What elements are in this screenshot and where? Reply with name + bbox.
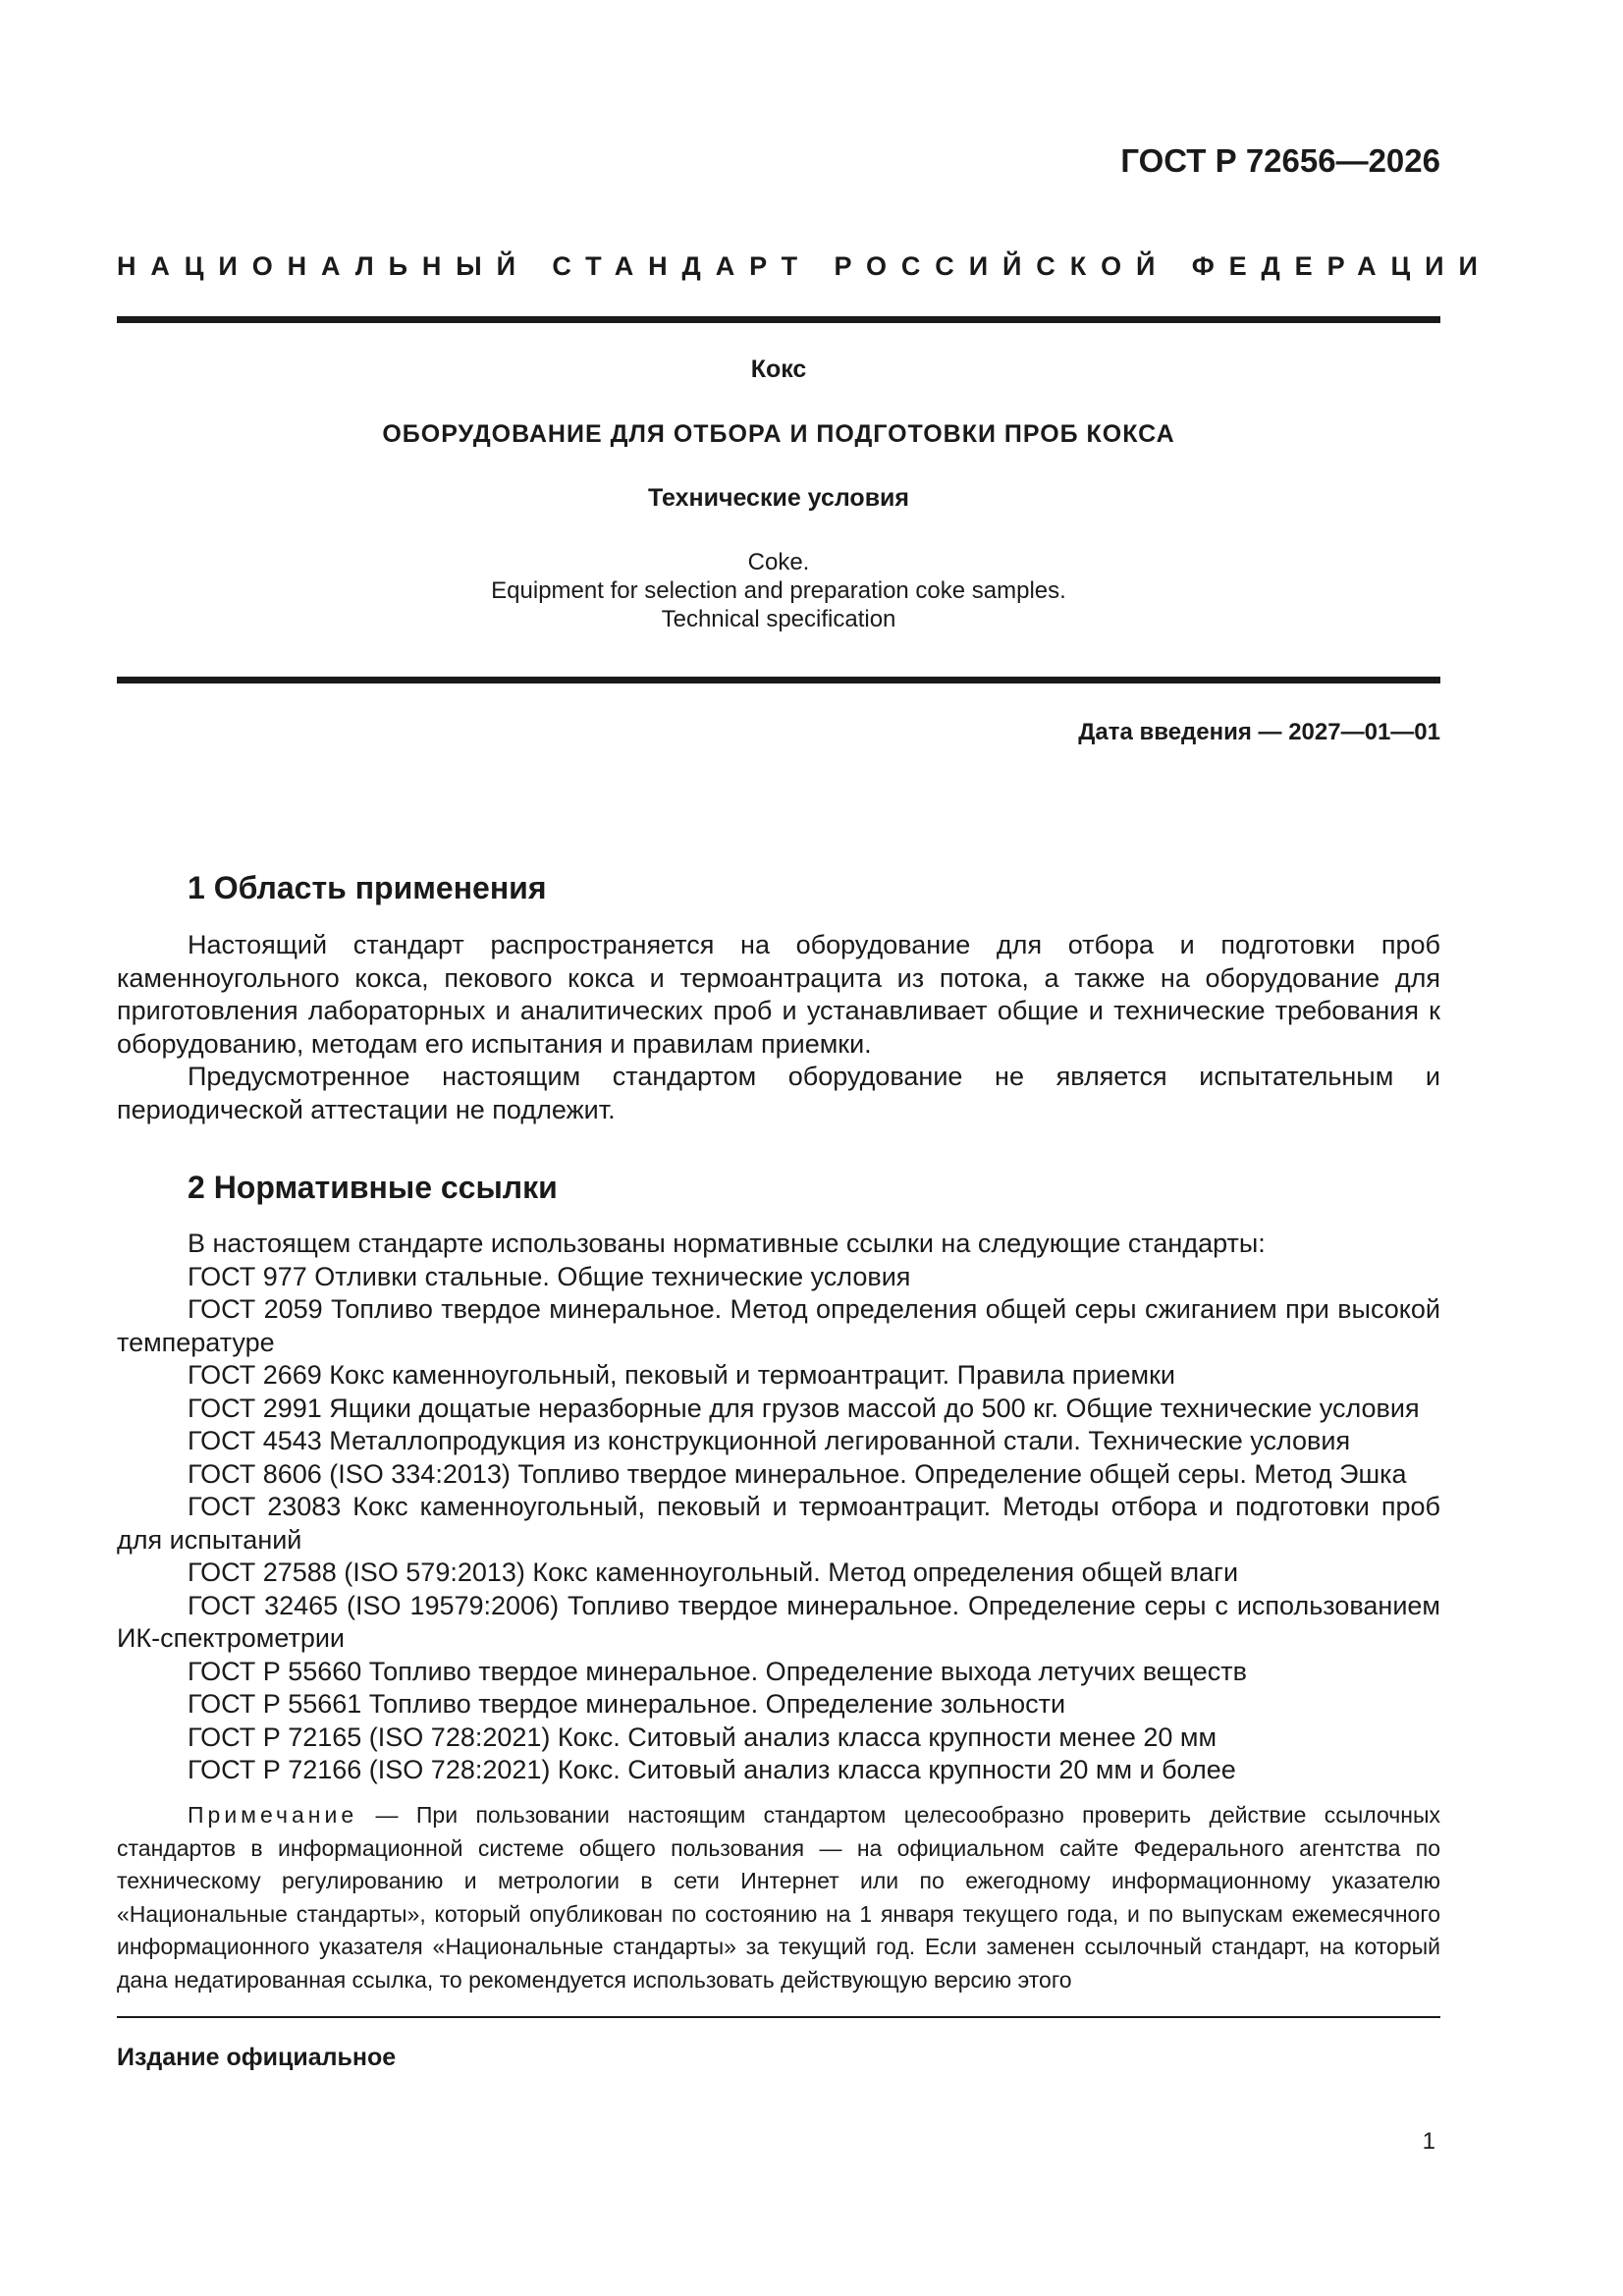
reference-item: ГОСТ Р 72165 (ISO 728:2021) Кокс. Ситовый анализ класса крупности менее 20 мм xyxy=(188,1722,1217,1752)
section-2-heading: 2 Нормативные ссылки xyxy=(188,1170,558,1205)
section-2-body xyxy=(117,1228,1440,1787)
section-1-body xyxy=(117,929,1440,1126)
note-block xyxy=(117,1799,1440,1996)
reference-item: ГОСТ 2059 Топливо твердое минеральное. Метод определения общей серы сжиганием при высокой температуре xyxy=(117,1294,1440,1357)
section-1-heading: 1 Область применения xyxy=(188,870,547,905)
title-subtitle: Технические условия xyxy=(647,484,910,512)
footer-divider xyxy=(117,2016,1440,2018)
note-label: Примечание xyxy=(188,1802,358,1828)
reference-item: ГОСТ 32465 (ISO 19579:2006) Топливо твердое минеральное. Определение серы с использованием ИК-спектрометрии xyxy=(117,1590,1440,1653)
reference-item: ГОСТ Р 55660 Топливо твердое минеральное. Определение выхода летучих веществ xyxy=(188,1656,1247,1686)
reference-item: ГОСТ Р 72166 (ISO 728:2021) Кокс. Ситовый анализ класса крупности 20 мм и более xyxy=(188,1755,1236,1784)
reference-item: ГОСТ 23083 Кокс каменноугольный, пековый и термоантрацит. Методы отбора и подготовки проб для испытаний xyxy=(117,1492,1440,1555)
reference-item: ГОСТ 2669 Кокс каменноугольный, пековый и термоантрацит. Правила приемки xyxy=(188,1360,1176,1390)
paragraph: Настоящий стандарт распространяется на оборудование для отбора и подготовки проб каменноугольного кокса, пекового кокса и термоантрацита из потока, а также на оборудование для приготовления лабораторных и аналитических проб и устанавливает общие и технические требования к оборудованию, методам его испытания и правилам приемки. xyxy=(117,930,1440,1059)
reference-item: ГОСТ 27588 (ISO 579:2013) Кокс каменноугольный. Метод определения общей влаги xyxy=(188,1558,1239,1587)
page-number: 1 xyxy=(1422,2128,1435,2155)
document-number: ГОСТ Р 72656—2026 xyxy=(1120,142,1440,179)
title-divider xyxy=(117,677,1440,683)
introduction-date: Дата введения — 2027—01—01 xyxy=(1078,719,1440,745)
reference-item: ГОСТ 4543 Металлопродукция из конструкционной легированной стали. Технические условия xyxy=(188,1426,1351,1455)
paragraph: В настоящем стандарте использованы нормативные ссылки на следующие стандарты: xyxy=(188,1229,1266,1258)
english-title-line: Technical specification xyxy=(661,606,896,632)
paragraph: Предусмотренное настоящим стандартом оборудование не является испытательным и периодической аттестации не подлежит. xyxy=(117,1062,1440,1124)
document-title: ОБОРУДОВАНИЕ ДЛЯ ОТБОРА И ПОДГОТОВКИ ПРОБ КОКСА xyxy=(382,420,1175,448)
reference-item: ГОСТ 2991 Ящики дощатые неразборные для грузов массой до 500 кг. Общие технические условия xyxy=(188,1393,1420,1423)
english-title-line: Coke. xyxy=(747,549,810,575)
english-title xyxy=(117,548,1440,633)
note-text: — При пользовании настоящим стандартом целесообразно проверить действие ссылочных стандартов в информационной системе общего пользования — на официальном сайте Федерального агентства по техническому регулированию и метрологии в сети Интернет или по ежегодному информационному указателю «Национальные стандарты», который опубликован по состоянию на 1 января текущего года, и по выпускам ежемесячного информационного указателя «Национальные стандарты» за текущий год. Если заменен ссылочный стандарт, на который дана недатированная ссылка, то рекомендуется использовать действующую версию этого xyxy=(117,1802,1440,1993)
edition-label: Издание официальное xyxy=(117,2044,397,2071)
reference-item: ГОСТ 8606 (ISO 334:2013) Топливо твердое минеральное. Определение общей серы. Метод Эшка xyxy=(188,1458,1407,1489)
english-title-line: Equipment for selection and preparation coke samples. xyxy=(491,577,1066,604)
standard-type-banner: НАЦИОНАЛЬНЫЙ СТАНДАРТ РОССИЙСКОЙ ФЕДЕРАЦИИ xyxy=(117,251,1492,281)
title-subject: Кокс xyxy=(750,355,807,383)
top-divider xyxy=(117,316,1440,323)
reference-item: ГОСТ 977 Отливки стальные. Общие технические условия xyxy=(188,1261,911,1291)
reference-item: ГОСТ Р 55661 Топливо твердое минеральное. Определение зольности xyxy=(188,1689,1066,1719)
